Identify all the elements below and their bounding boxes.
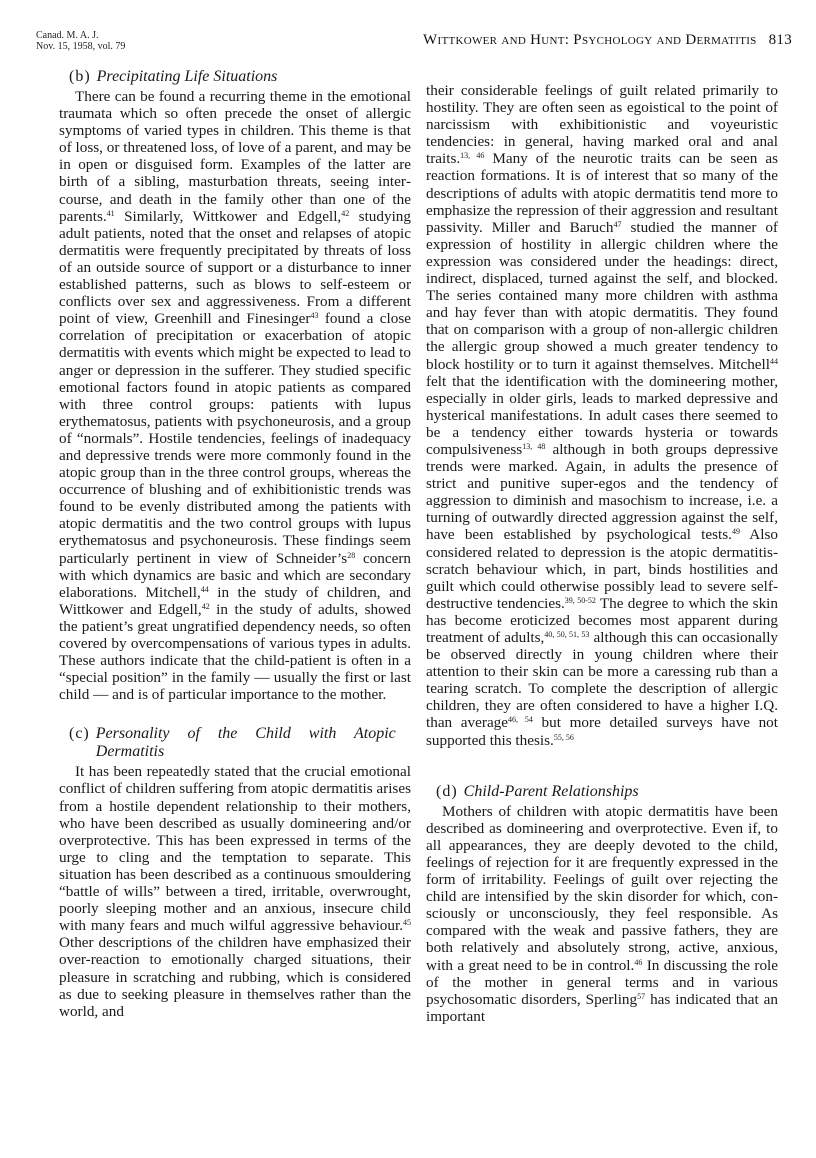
spacer <box>59 703 411 725</box>
text-run: felt that the identification with the domineering mother, especially in older girls, leads to marked depressive and hysterical manifestations. In adult cases there seemed to be a tendency either towards hysteria or towards compulsiveness <box>426 372 778 458</box>
reference-superscript[interactable]: 44 <box>770 356 778 366</box>
journal-issue: Nov. 15, 1958, vol. 79 <box>36 41 126 52</box>
reference-superscript[interactable]: 55, 56 <box>553 732 574 742</box>
reference-superscript[interactable]: 57 <box>637 991 646 1001</box>
text-run: studied the manner of expression of hostility in allergic children where the expression was considered under the headings: direct, indirect, displaced, turned against the self, and blocked. The series contained many more children with asthma and hay fever than with atopic dermatitis. They found that on comparison with a group of non-allergic children the allergic group showed a much greater tendency to block hostility or to turn it against themselves. Mitchell <box>426 218 778 373</box>
reference-superscript[interactable]: 46 <box>634 957 643 967</box>
page-number: 813 <box>768 32 792 48</box>
text-run: in the study of children, and Wittkower and Edgell, <box>59 583 411 618</box>
left-column <box>59 68 411 1020</box>
reference-superscript[interactable]: 41 <box>106 208 115 218</box>
paragraph-child-parent-relationships <box>426 803 778 1025</box>
text-run: although in both groups depressive trends were marked. Again, in adults the presence of strict and punitive super-egos and the tendency of aggression to diminish and masochism to increase, i.e. a turning of outwardly directed aggression against the self, have been established by psychological tests. <box>426 440 778 544</box>
text-run: Other descriptions of the children have emphasized their over-reaction to emotionally charged situations, their pleasure in scratching and rubbing, which is considered as due to seeking pleasure in themselves rather than the world, and <box>59 934 411 1020</box>
reference-superscript[interactable]: 42 <box>341 208 350 218</box>
reference-superscript[interactable]: 13, 46 <box>460 151 485 161</box>
reference-superscript[interactable]: 49 <box>731 527 740 537</box>
text-run: their considerable feelings of guilt related primarily to hostility. They are often seen as egoistical to the point of narcissism with exhibitionistic and voyeuristic tendencies: in general, having marked oral and anal traits. <box>426 82 778 168</box>
text-run: although this can occasionally be observed directly in young children where their attention to their skin can be more a caressing rub than a tearing scratch. To complete the description of allergic children, they are often considered to have a higher I.Q. than average <box>426 629 779 732</box>
reference-superscript[interactable]: 45 <box>403 918 411 928</box>
text-run: There can be found a recurring theme in the emotional traumata which so often precede the onset of allergic symptoms of varied types in children. This theme is that of loss, or threatened loss, of love of a parent, and may be in open or disguised form. Examples of the latter are birth of a sibling, masturbation threats, seeing intercourse, and death in the family other than one of the parents. <box>59 88 411 225</box>
journal-name: Canad. M. A. J. <box>36 30 99 41</box>
section-heading-b <box>69 68 411 86</box>
journal-citation <box>36 30 125 52</box>
text-run: has indicated that an important <box>426 990 778 1025</box>
text-run: Many of the neurotic traits can be seen as reaction formations. It is of interest that so many of the descriptions of adults with atopic dermatitis tend more to emphasize the repression of their aggression and resultant passivity. Miller and Baruch <box>426 150 778 236</box>
section-heading-c <box>69 725 411 761</box>
section-letter: (b) <box>69 68 91 85</box>
text-run: The degree to which the skin has become eroticized becomes most apparent during treatment of adults, <box>426 594 779 646</box>
text-run: Also considered related to depression is the atopic dermatitis-scratch behaviour which, in part, binds hostilities and guilt which could otherwise possibly lead to severe self-destructive tendencies. <box>426 526 778 612</box>
spacer <box>426 749 778 783</box>
paragraph-personality-part1 <box>59 763 411 1019</box>
reference-superscript[interactable]: 44 <box>200 584 209 594</box>
reference-superscript[interactable]: 39, 50-52 <box>564 595 596 605</box>
reference-superscript[interactable]: 43 <box>310 311 319 321</box>
right-column <box>426 82 778 1025</box>
text-run: found a close correlation of precipitation or exacerbation of atopic dermatitis with events which might be expected to lead to anger or depression in the sufferer. They studied specific emotional factors found in atopic patients as compared with three control groups: patients with lupus erythematosus, patients with psychoneurosis, and a group of “normals”. Hostile tendencies, feelings of inadequacy and depressive trends were more commonly found in the atopic group than in the three control groups, whereas the occurrence of blushing and of exhibitionistic trends was found to be evenly distributed among the patients with atopic dermatitis and the two control groups with lupus erythematosus and psychoneurosis. These findings seem particularly pertinent in view of Schneider’s <box>59 310 411 567</box>
article-running-title: Wittkower and Hunt: Psychology and Dermatitis <box>423 32 757 48</box>
reference-superscript[interactable]: 46, 54 <box>508 715 533 725</box>
section-title: Precipitating Life Situations <box>96 68 278 85</box>
section-letter: (c) <box>69 725 90 743</box>
section-title: Child-Parent Relationships <box>463 782 639 800</box>
paragraph-precipitating-life-situations <box>59 88 411 703</box>
running-title <box>423 32 792 49</box>
section-title: Personality of the Child with Atopic Dermatitis <box>95 725 396 761</box>
text-run: In discussing the role of the mother in general terms and in various psychosomatic disorders, Sperling <box>426 956 778 1008</box>
section-letter: (d) <box>436 782 458 800</box>
text-run: studying adult patients, noted that the onset and relapses of atopic dermatitis were frequently precipitated by threats of loss of an outside source of support or a disturbance to inner established patterns, such as blows to self-esteem or conflicts over sex and aggressiveness. From a different point of view, Greenhill and Finesinger <box>59 207 411 328</box>
reference-superscript[interactable]: 13, 48 <box>522 441 546 451</box>
text-run: Mothers of children with atopic dermatitis have been described as domineering and overprotective. Even if, to all appearances, they are deeply devoted to the child, feelings of rejection for it are frequently expressed in the form of irritability. Feelings of guilt over rejecting the child are intensified by the skin disorder for which, consciously or unconsciously, they feel responsible. As compared with the weak and passive fathers, they are both relatively and absolutely strong, active, anxious, with a great need to be in control. <box>426 802 778 974</box>
reference-superscript[interactable]: 42 <box>201 601 210 611</box>
text-run: Similarly, Wittkower and Edgell, <box>114 207 342 225</box>
text-run: but more detailed surveys have not supported this thesis. <box>426 714 778 749</box>
section-heading-d <box>436 783 778 801</box>
reference-superscript[interactable]: 40, 50, 51, 53 <box>544 630 590 639</box>
text-run: concern with which dynamics are basic and which are secondary elaborations. Mitchell, <box>59 549 412 601</box>
text-run: in the study of adults, showed the patient’s great ungratified dependency needs, so often covered by overcompensations of various types in adults. These authors indicate that the child-patient is often in a “special position” in the family — usually the first or last child — and is of particular importance to the mother. <box>59 600 411 704</box>
paragraph-personality-part2 <box>426 82 778 749</box>
running-head <box>36 30 792 58</box>
reference-superscript[interactable]: 47 <box>613 219 622 229</box>
text-run: It has been repeatedly stated that the crucial emotional conflict of children suffering from atopic dermatitis arises from a hostile dependent relationship to their mothers, who have been described as usually domineering and/or overprotective. This has been expressed in terms of the urge to cling and the temptation to separate. This situation has been described as a continuous smouldering “battle of wills” between a tired, irritable, overwrought, poorly sleeping mother and an anxious, insecure child with many fears and much wilful aggressive behaviour. <box>59 763 411 935</box>
reference-superscript[interactable]: 28 <box>347 550 356 560</box>
